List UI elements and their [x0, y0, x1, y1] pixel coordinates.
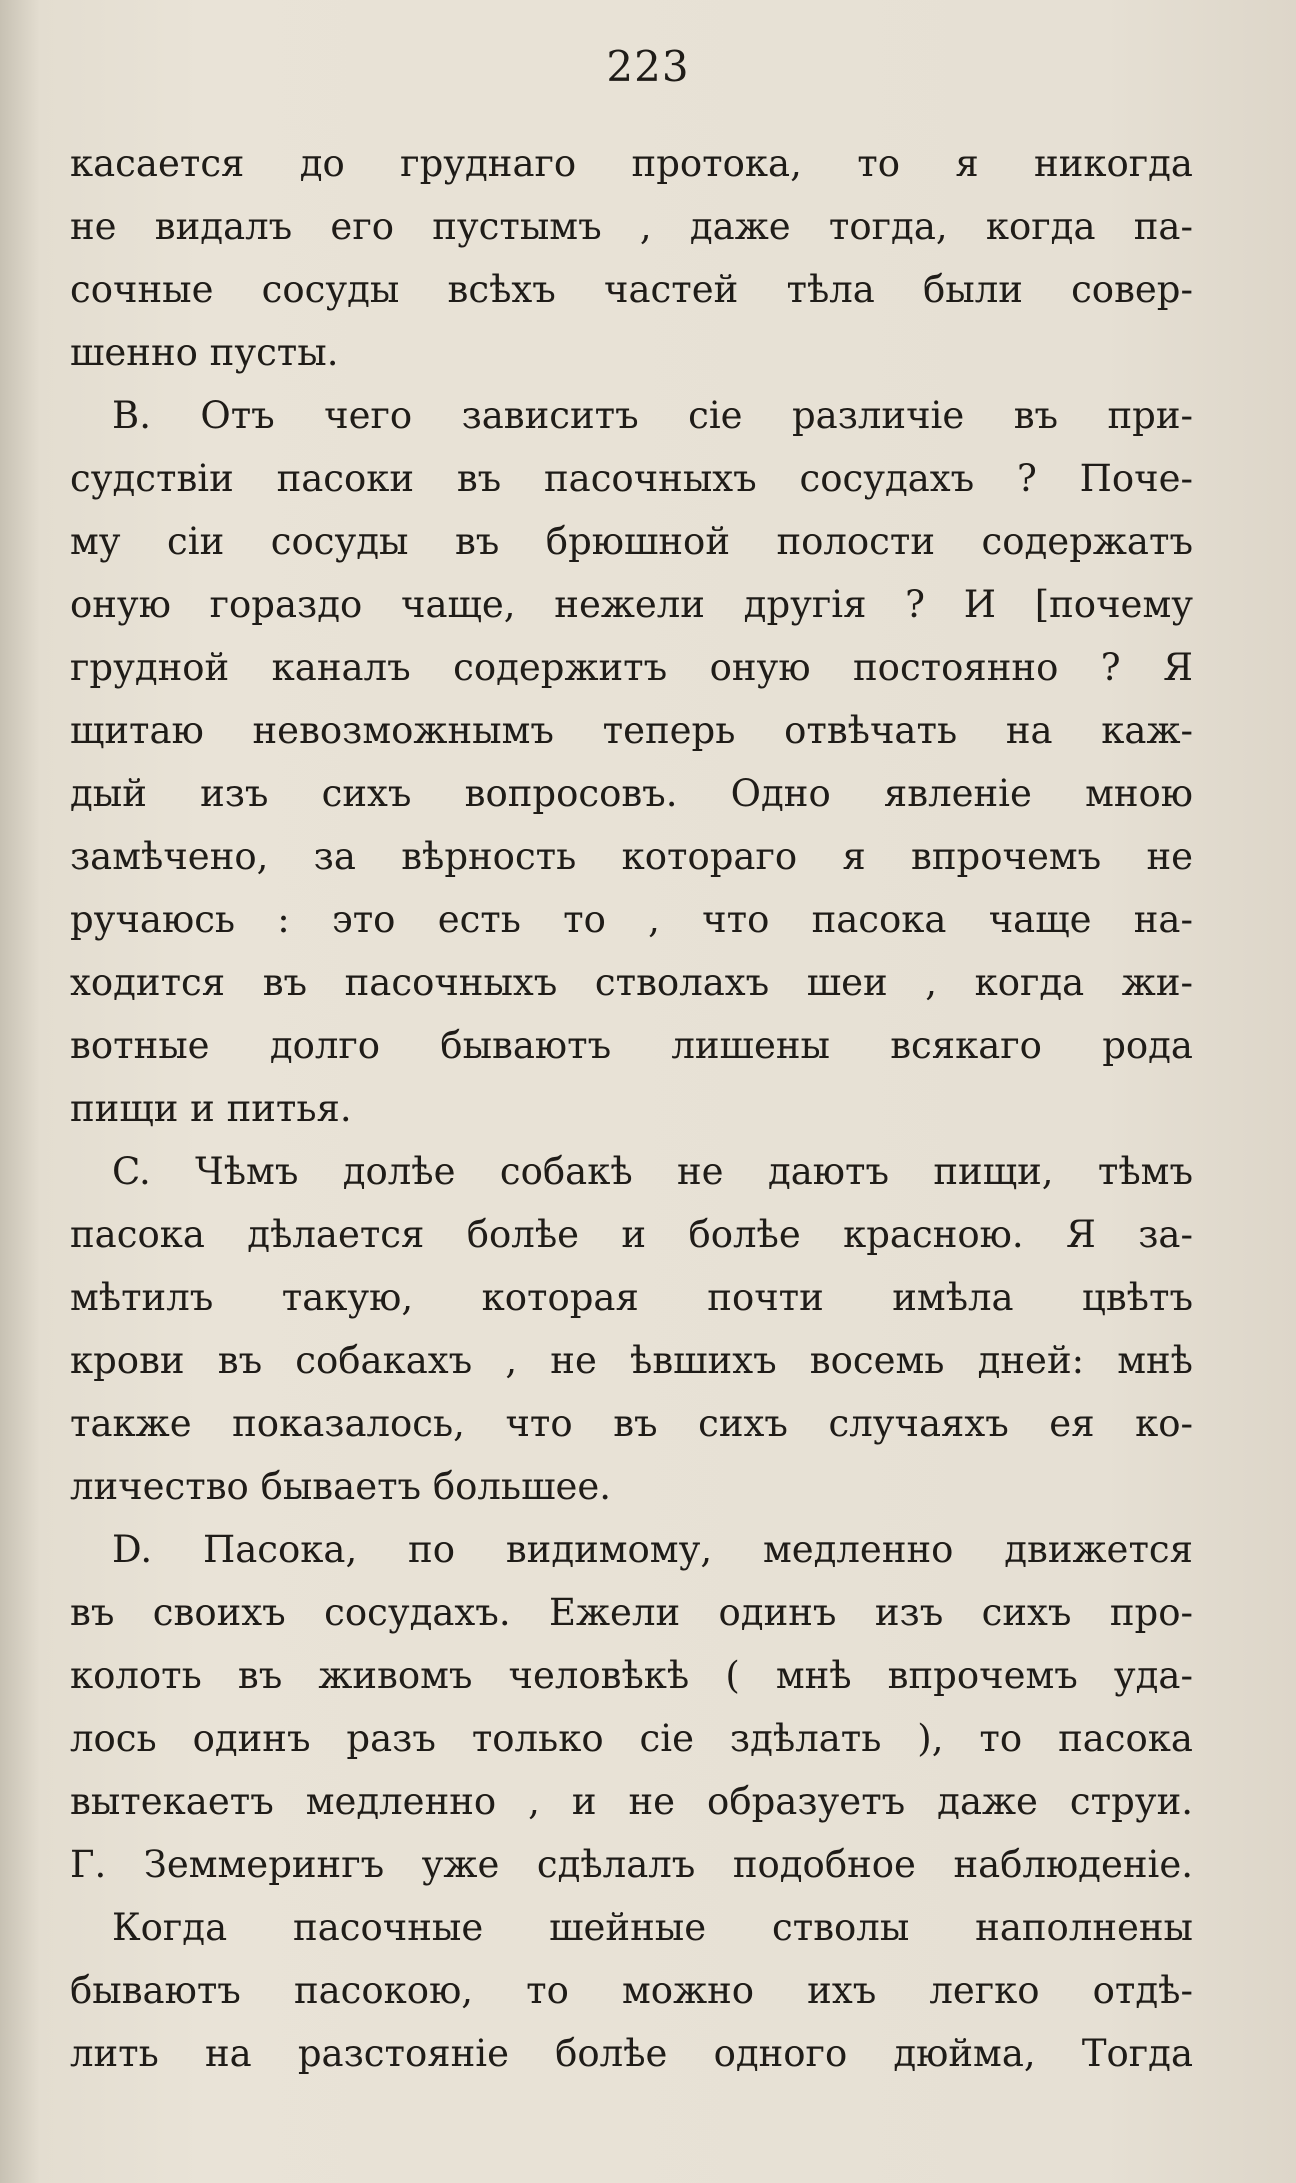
text-line: ходится въ пасочныхъ стволахъ шеи , когда жи- [70, 961, 1193, 1004]
text-line: грудной каналъ содержитъ оную постоянно ? Я [70, 646, 1193, 689]
text-line: касается до груднаго протока, то я никогда [70, 142, 1193, 185]
text-line: щитаю невозможнымъ теперь отвѣчать на каж- [70, 709, 1193, 752]
page-number: 223 [606, 42, 690, 91]
text-line: шенно пусты. [70, 331, 339, 374]
text-line: замѣчено, за вѣрность котораго я впрочемъ не [70, 835, 1193, 878]
text-line: вотные долго бываютъ лишены всякаго рода [70, 1024, 1193, 1067]
text-line: не видалъ его пустымъ , даже тогда, когда па- [70, 205, 1193, 248]
text-line: сочные сосуды всѣхъ частей тѣла были совер- [70, 268, 1193, 311]
body-text [70, 132, 1193, 2085]
text-line: B. Отъ чего зависитъ сiе различiе въ при- [112, 394, 1193, 437]
text-line: D. Пасока, по видимому, медленно движется [112, 1528, 1193, 1571]
text-line: бываютъ пасокою, то можно ихъ легко отдѣ- [70, 1969, 1193, 2012]
text-line: Когда пасочные шейные стволы наполнены [112, 1906, 1193, 1949]
text-line: дый изъ сихъ вопросовъ. Одно явленiе мною [70, 772, 1193, 815]
text-line: вытекаетъ медленно , и не образуетъ даже струи. [70, 1780, 1193, 1823]
text-line: въ своихъ сосудахъ. Ежели одинъ изъ сихъ про- [70, 1591, 1193, 1634]
text-line: пасока дѣлается болѣе и болѣе красною. Я за- [70, 1213, 1193, 1256]
text-line: Г. Земмерингъ уже сдѣлалъ подобное наблюденiе. [70, 1843, 1193, 1886]
text-line: C. Чѣмъ долѣе собакѣ не даютъ пищи, тѣмъ [112, 1150, 1193, 1193]
text-line: мѣтилъ такую, которая почти имѣла цвѣтъ [70, 1276, 1193, 1319]
text-line: лось одинъ разъ только сiе здѣлать ), то пасока [70, 1717, 1193, 1760]
text-line: судствiи пасоки въ пасочныхъ сосудахъ ? Поче- [70, 457, 1193, 500]
text-line: лить на разстоянiе болѣе одного дюйма, Тогда [70, 2032, 1193, 2075]
text-line: колоть въ живомъ человѣкѣ ( мнѣ впрочемъ уда- [70, 1654, 1193, 1697]
text-line: му сiи сосуды въ брюшной полости содержатъ [70, 520, 1193, 563]
text-line: крови въ собакахъ , не ѣвшихъ восемь дней: мнѣ [70, 1339, 1193, 1382]
text-line: также показалось, что въ сихъ случаяхъ ея ко- [70, 1402, 1193, 1445]
text-line: пищи и питья. [70, 1087, 352, 1130]
text-line: ручаюсь : это есть то , что пасока чаще на- [70, 898, 1193, 941]
text-line: оную гораздо чаще, нежели другiя ? И [почему [70, 583, 1193, 626]
text-line: личество бываетъ большее. [70, 1465, 612, 1508]
